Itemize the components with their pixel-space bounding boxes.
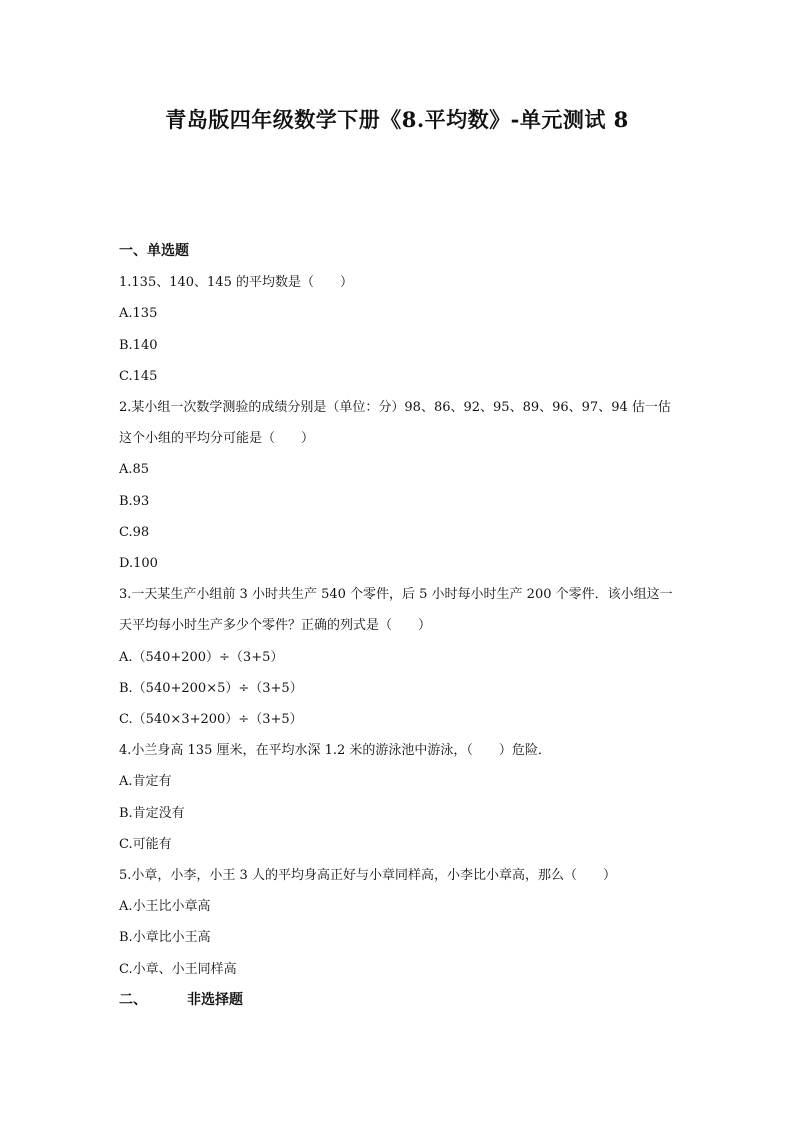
answer-option: A.肯定有 bbox=[119, 774, 172, 790]
section-heading-single-choice: 一、单选题 bbox=[119, 243, 189, 259]
answer-option: C.98 bbox=[119, 524, 150, 540]
answer-option: B.（540+200×5）÷（3+5） bbox=[119, 680, 303, 696]
answer-option: C.可能有 bbox=[119, 836, 172, 852]
answer-option: A.85 bbox=[119, 462, 150, 478]
question-stem: 5.小章，小李，小王 3 人的平均身高正好与小章同样高，小李比小章高，那么（ ） bbox=[119, 868, 616, 884]
question-stem: 3.一天某生产小组前 3 小时共生产 540 个零件，后 5 小时每小时生产 200 个零件．该小组这一天平均每小时生产多少个零件？正确的列式是（ ） bbox=[119, 587, 673, 634]
answer-option: C.（540×3+200）÷（3+5） bbox=[119, 712, 303, 728]
question-list bbox=[119, 236, 679, 1016]
answer-option: B.肯定没有 bbox=[119, 805, 185, 821]
answer-option: B.小章比小王高 bbox=[119, 930, 211, 946]
question-stem: 4.小兰身高 135 厘米，在平均水深 1.2 米的游泳池中游泳，（ ）危险． bbox=[119, 743, 551, 759]
answer-option: A.135 bbox=[119, 306, 158, 322]
answer-option: C.小章、小王同样高 bbox=[119, 961, 237, 977]
section-heading-non-choice bbox=[119, 985, 679, 1016]
answer-option: A.（540+200）÷（3+5） bbox=[119, 649, 284, 665]
answer-option: D.100 bbox=[119, 556, 158, 572]
answer-option: C.145 bbox=[119, 368, 158, 384]
answer-option: A.小王比小章高 bbox=[119, 899, 211, 915]
section-label: 非选择题 bbox=[187, 991, 243, 1008]
section-number: 二、 bbox=[119, 991, 147, 1008]
answer-option: B.140 bbox=[119, 337, 158, 353]
answer-option: B.93 bbox=[119, 493, 150, 509]
question-stem: 1.135、140、145 的平均数是（ ） bbox=[119, 275, 353, 291]
question-stem: 2.某小组一次数学测验的成绩分别是（单位：分）98、86、92、95、89、96、97、94 估一估这个小组的平均分可能是（ ） bbox=[119, 400, 671, 447]
document-title: 青岛版四年级数学下册《8.平均数》-单元测试 8 bbox=[165, 107, 629, 132]
